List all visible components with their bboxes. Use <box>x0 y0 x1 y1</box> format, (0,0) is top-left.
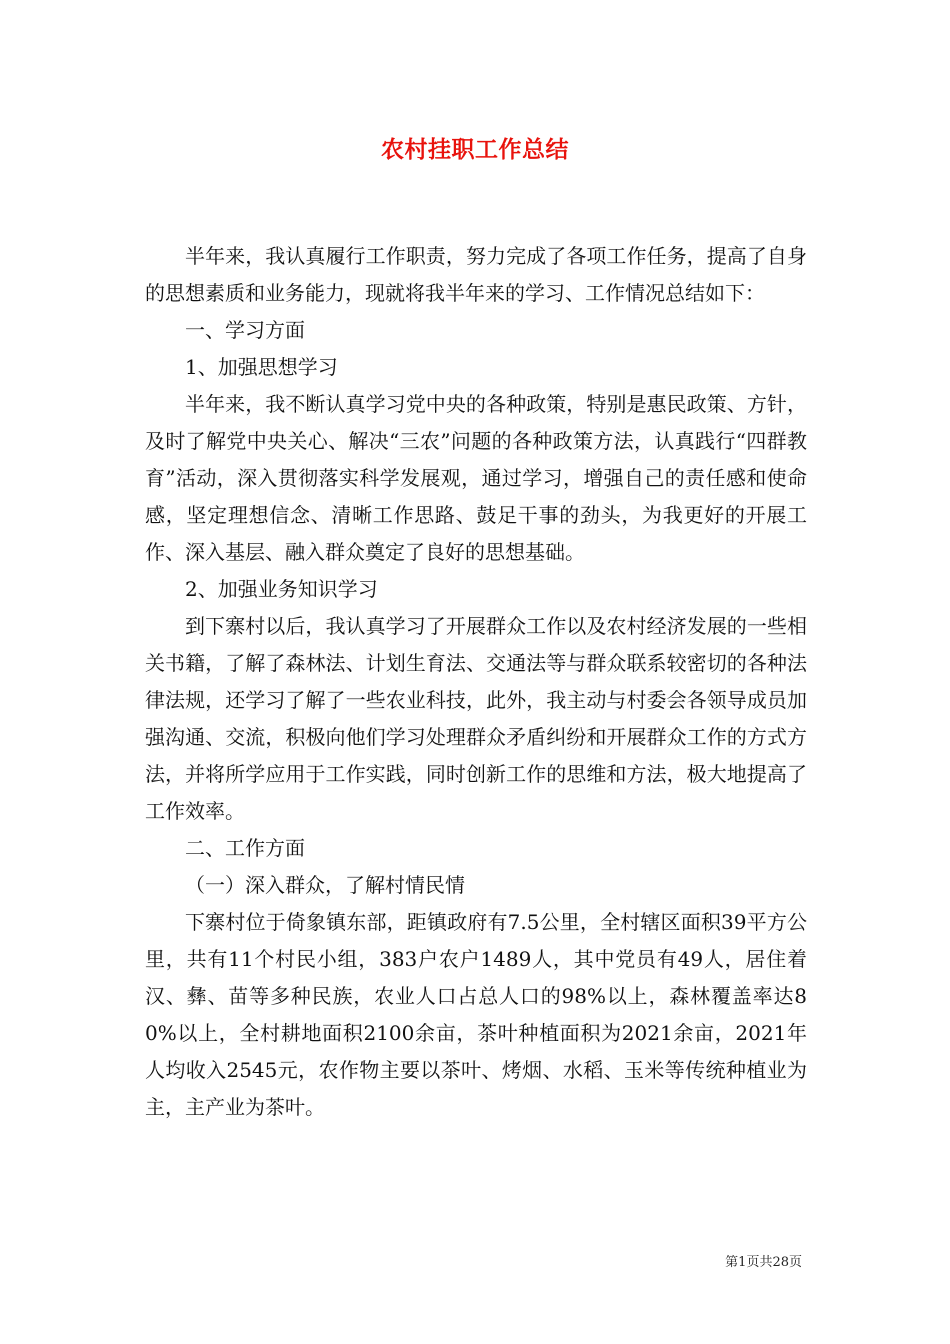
paragraph-ideology: 半年来，我不断认真学习党中央的各种政策，特别是惠民政策、方针，及时了解党中央关心、解决“三农”问题的各种政策方法，认真践行“四群教育”活动，深入贯彻落实科学发展观，通过学习，增强自己的责任感和使命感，坚定理想信念、清晰工作思路、鼓足干事的劲头，为我更好的开展工作、深入基层、融入群众奠定了良好的思想基础。 <box>145 392 807 564</box>
paragraph-village: 下寨村位于倚象镇东部，距镇政府有7.5公里，全村辖区面积39平方公里，共有11个村民小组，383户农户1489人，其中党员有49人，居住着汉、彝、苗等多种民族，农业人口占总人口的98%以上，森林覆盖率达80%以上，全村耕地面积2100余亩，茶叶种植面积为2021余亩，2021年人均收入2545元，农作物主要以茶叶、烤烟、水稻、玉米等传统种植业为主，主产业为茶叶。 <box>145 910 807 1119</box>
paragraph-intro: 半年来，我认真履行工作职责，努力完成了各项工作任务，提高了自身的思想素质和业务能力，现就将我半年来的学习、工作情况总结如下： <box>145 244 807 305</box>
subsection-heading-business: 2、加强业务知识学习 <box>185 577 378 601</box>
subsection-heading-ideology: 1、加强思想学习 <box>185 355 338 379</box>
document-body <box>145 238 807 1126</box>
section-heading-study: 一、学习方面 <box>185 318 305 342</box>
page-number: 第1页共28页 <box>725 1255 802 1270</box>
document-title: 农村挂职工作总结 <box>381 136 569 163</box>
section-heading-work: 二、工作方面 <box>185 836 305 860</box>
paragraph-business: 到下寨村以后，我认真学习了开展群众工作以及农村经济发展的一些相关书籍，了解了森林法、计划生育法、交通法等与群众联系较密切的各种法律法规，还学习了解了一些农业科技，此外，我主动与村委会各领导成员加强沟通、交流，积极向他们学习处理群众矛盾纠纷和开展群众工作的方式方法，并将所学应用于工作实践，同时创新工作的思维和方法，极大地提高了工作效率。 <box>145 614 807 823</box>
subsection-heading-village: （一）深入群众，了解村情民情 <box>185 873 465 897</box>
